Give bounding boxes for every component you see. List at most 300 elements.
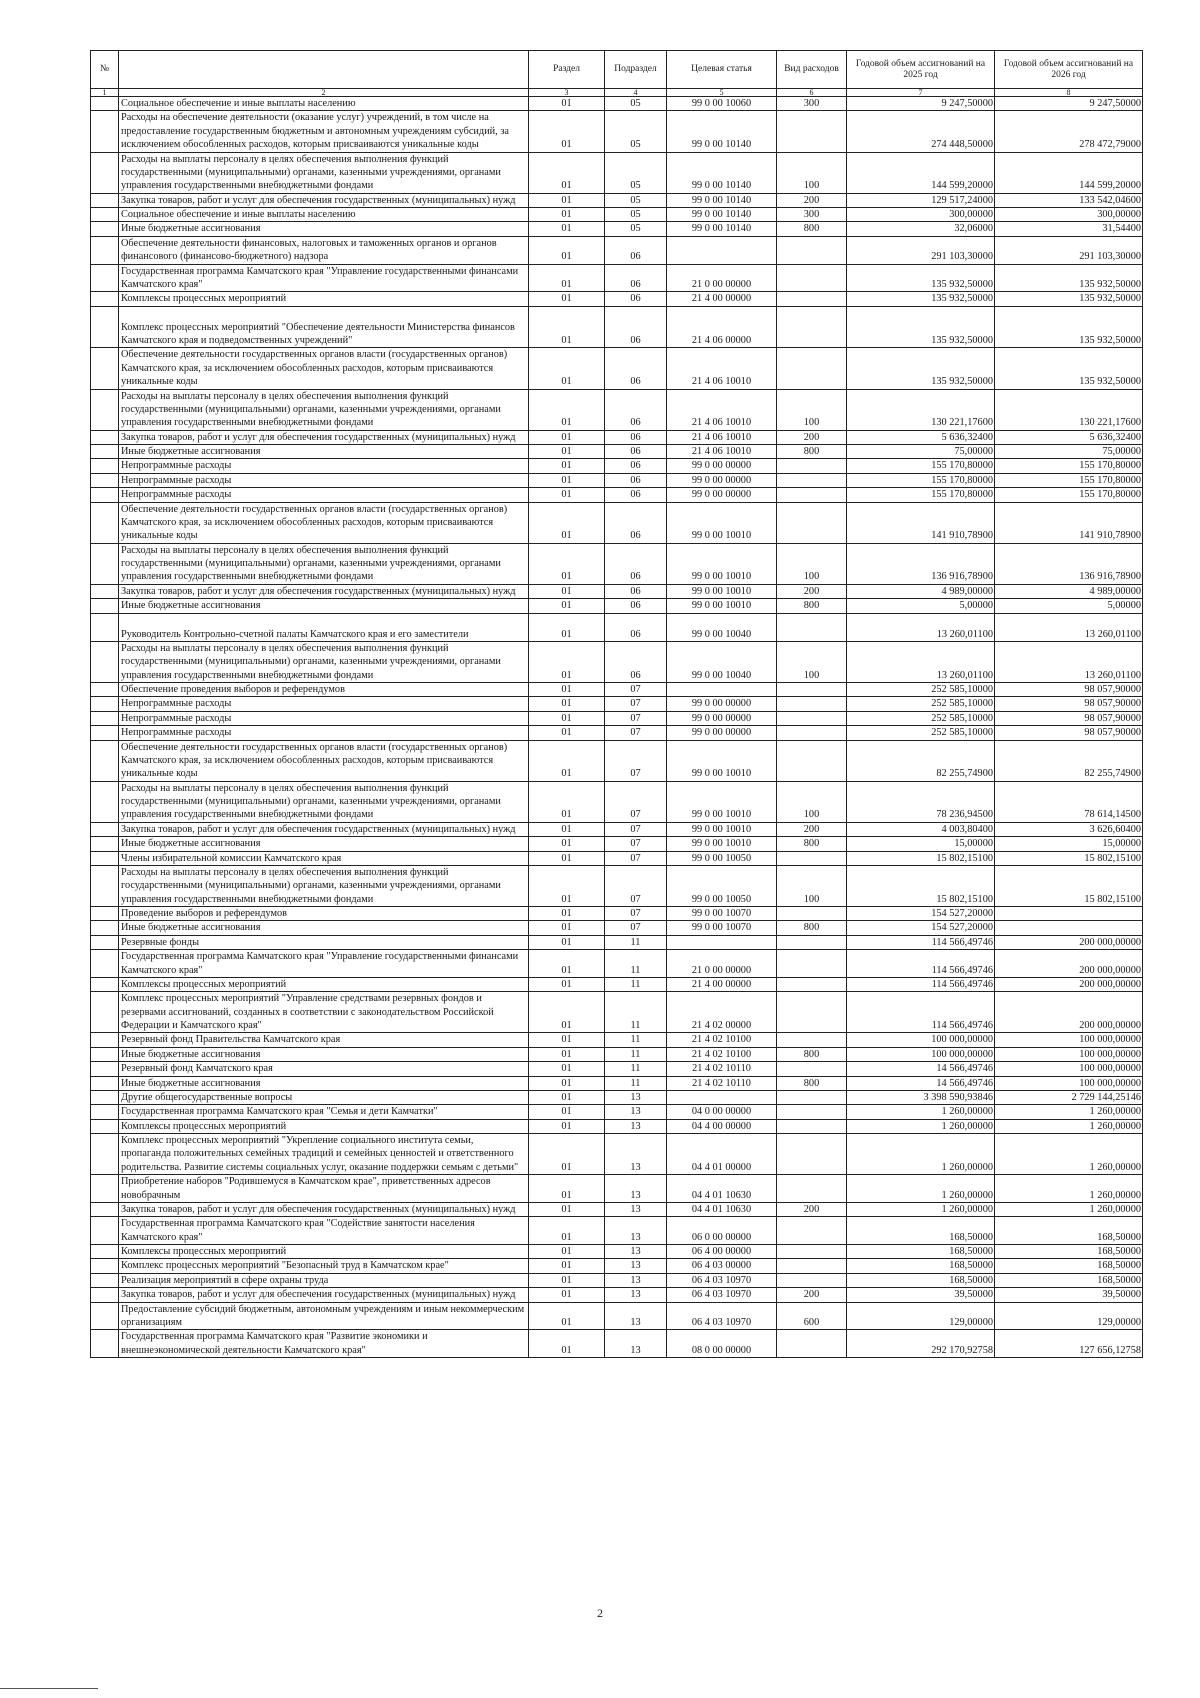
expense-type-cell bbox=[777, 1259, 847, 1273]
podrazdel-cell: 06 bbox=[605, 445, 667, 459]
amount-2025-cell: 13 260,01100 bbox=[847, 613, 995, 641]
razdel-cell: 01 bbox=[529, 599, 605, 613]
expense-type-cell: 200 bbox=[777, 1202, 847, 1216]
row-number-cell bbox=[91, 208, 119, 222]
podrazdel-cell: 07 bbox=[605, 907, 667, 921]
amount-2026-cell: 1 260,00000 bbox=[995, 1105, 1143, 1119]
row-number-cell bbox=[91, 1245, 119, 1259]
amount-2025-cell: 155 170,80000 bbox=[847, 459, 995, 473]
podrazdel-cell: 06 bbox=[605, 502, 667, 543]
amount-2026-cell: 135 932,50000 bbox=[995, 348, 1143, 389]
row-name-cell: Государственная программа Камчатского края "Управление государственными финансами Камчатского края" bbox=[119, 264, 529, 292]
razdel-cell: 01 bbox=[529, 1273, 605, 1287]
page-number: 2 bbox=[597, 1606, 603, 1620]
razdel-cell: 01 bbox=[529, 921, 605, 935]
table-row bbox=[91, 1288, 1143, 1302]
row-name-cell: Комплекс процессных мероприятий "Безопасный труд в Камчатском крае" bbox=[119, 1259, 529, 1273]
expense-type-cell: 200 bbox=[777, 430, 847, 444]
amount-2026-cell: 200 000,00000 bbox=[995, 950, 1143, 978]
row-number-cell bbox=[91, 1302, 119, 1330]
podrazdel-cell: 11 bbox=[605, 992, 667, 1033]
target-article-cell: 99 0 00 10010 bbox=[667, 837, 777, 851]
expense-type-cell bbox=[777, 683, 847, 697]
table-row bbox=[91, 543, 1143, 584]
amount-2026-cell: 5 636,32400 bbox=[995, 430, 1143, 444]
expense-type-cell bbox=[777, 264, 847, 292]
table-row bbox=[91, 865, 1143, 906]
razdel-cell: 01 bbox=[529, 459, 605, 473]
target-article-cell: 06 4 03 10970 bbox=[667, 1288, 777, 1302]
header-year-2025: Годовой объем ассигнований на 2025 год bbox=[847, 51, 995, 89]
target-article-cell: 21 4 02 10110 bbox=[667, 1076, 777, 1090]
row-number-cell bbox=[91, 488, 119, 502]
row-number-cell bbox=[91, 389, 119, 430]
razdel-cell: 01 bbox=[529, 1105, 605, 1119]
table-row bbox=[91, 488, 1143, 502]
row-number-cell bbox=[91, 740, 119, 781]
row-name-cell: Непрограммные расходы bbox=[119, 711, 529, 725]
row-number-cell bbox=[91, 1217, 119, 1245]
row-number-cell bbox=[91, 921, 119, 935]
row-name-cell: Закупка товаров, работ и услуг для обеспечения государственных (муниципальных) нужд bbox=[119, 584, 529, 598]
row-name-cell: Государственная программа Камчатского края "Семья и дети Камчатки" bbox=[119, 1105, 529, 1119]
expense-type-cell: 200 bbox=[777, 822, 847, 836]
row-number-cell bbox=[91, 599, 119, 613]
row-name-cell: Комплекс процессных мероприятий "Укрепление социального института семьи, пропаганда положительных семейных традиций и семейных ценностей и ответственного родительства. Развитие системы социальных услуг, оказание поддержки семьям с детьми" bbox=[119, 1134, 529, 1175]
target-article-cell: 04 0 00 00000 bbox=[667, 1105, 777, 1119]
row-name-cell: Иные бюджетные ассигнования bbox=[119, 445, 529, 459]
row-name-cell: Иные бюджетные ассигнования bbox=[119, 837, 529, 851]
target-article-cell: 99 0 00 10010 bbox=[667, 584, 777, 598]
row-name-cell: Комплексы процессных мероприятий bbox=[119, 977, 529, 991]
target-article-cell: 21 4 02 10110 bbox=[667, 1062, 777, 1076]
header-target-article: Целевая статья bbox=[667, 51, 777, 89]
row-name-cell: Комплексы процессных мероприятий bbox=[119, 1245, 529, 1259]
table-row bbox=[91, 907, 1143, 921]
target-article-cell: 99 0 00 00000 bbox=[667, 459, 777, 473]
amount-2025-cell: 154 527,20000 bbox=[847, 921, 995, 935]
razdel-cell: 01 bbox=[529, 1033, 605, 1047]
amount-2025-cell: 1 260,00000 bbox=[847, 1105, 995, 1119]
amount-2026-cell: 168,50000 bbox=[995, 1217, 1143, 1245]
target-article-cell: 99 0 00 00000 bbox=[667, 711, 777, 725]
amount-2026-cell: 168,50000 bbox=[995, 1273, 1143, 1287]
amount-2025-cell: 15 802,15100 bbox=[847, 865, 995, 906]
razdel-cell: 01 bbox=[529, 222, 605, 236]
row-name-cell: Расходы на выплаты персоналу в целях обеспечения выполнения функций государственными (муниципальными) органами, казенными учреждениями, органами управления государственными внебюджетными фондами bbox=[119, 781, 529, 822]
target-article-cell: 08 0 00 00000 bbox=[667, 1330, 777, 1358]
razdel-cell: 01 bbox=[529, 711, 605, 725]
amount-2025-cell: 135 932,50000 bbox=[847, 306, 995, 348]
amount-2025-cell: 1 260,00000 bbox=[847, 1119, 995, 1133]
amount-2026-cell: 155 170,80000 bbox=[995, 488, 1143, 502]
table-row bbox=[91, 1062, 1143, 1076]
table-row bbox=[91, 193, 1143, 207]
expense-type-cell bbox=[777, 111, 847, 152]
amount-2025-cell: 252 585,10000 bbox=[847, 683, 995, 697]
target-article-cell: 21 4 02 10100 bbox=[667, 1033, 777, 1047]
expense-type-cell bbox=[777, 711, 847, 725]
row-number-cell bbox=[91, 865, 119, 906]
razdel-cell: 01 bbox=[529, 445, 605, 459]
expense-type-cell bbox=[777, 1119, 847, 1133]
amount-2026-cell: 15 802,15100 bbox=[995, 865, 1143, 906]
table-row bbox=[91, 502, 1143, 543]
razdel-cell: 01 bbox=[529, 584, 605, 598]
row-number-cell bbox=[91, 822, 119, 836]
amount-2026-cell: 1 260,00000 bbox=[995, 1134, 1143, 1175]
row-name-cell: Расходы на выплаты персоналу в целях обеспечения выполнения функций государственными (муниципальными) органами, казенными учреждениями, органами управления государственными внебюджетными фондами bbox=[119, 389, 529, 430]
amount-2025-cell: 4 003,80400 bbox=[847, 822, 995, 836]
target-article-cell: 21 4 06 10010 bbox=[667, 430, 777, 444]
row-number-cell bbox=[91, 236, 119, 264]
podrazdel-cell: 13 bbox=[605, 1090, 667, 1104]
amount-2025-cell: 135 932,50000 bbox=[847, 264, 995, 292]
row-name-cell: Закупка товаров, работ и услуг для обеспечения государственных (муниципальных) нужд bbox=[119, 430, 529, 444]
podrazdel-cell: 07 bbox=[605, 837, 667, 851]
expense-type-cell bbox=[777, 488, 847, 502]
podrazdel-cell: 11 bbox=[605, 1047, 667, 1061]
target-article-cell: 99 0 00 10010 bbox=[667, 740, 777, 781]
podrazdel-cell: 07 bbox=[605, 683, 667, 697]
target-article-cell: 04 4 01 10630 bbox=[667, 1175, 777, 1203]
target-article-cell: 99 0 00 10140 bbox=[667, 193, 777, 207]
target-article-cell: 99 0 00 10040 bbox=[667, 613, 777, 641]
expense-type-cell bbox=[777, 459, 847, 473]
table-row bbox=[91, 726, 1143, 740]
podrazdel-cell: 13 bbox=[605, 1202, 667, 1216]
table-row bbox=[91, 822, 1143, 836]
expense-type-cell bbox=[777, 977, 847, 991]
header-year-2026: Годовой объем ассигнований на 2026 год bbox=[995, 51, 1143, 89]
footer-rule bbox=[0, 1688, 98, 1689]
podrazdel-cell: 13 bbox=[605, 1134, 667, 1175]
podrazdel-cell: 07 bbox=[605, 851, 667, 865]
table-row bbox=[91, 740, 1143, 781]
podrazdel-cell: 06 bbox=[605, 264, 667, 292]
podrazdel-cell: 11 bbox=[605, 935, 667, 949]
podrazdel-cell: 13 bbox=[605, 1273, 667, 1287]
amount-2026-cell: 100 000,00000 bbox=[995, 1033, 1143, 1047]
razdel-cell: 01 bbox=[529, 851, 605, 865]
amount-2025-cell: 100 000,00000 bbox=[847, 1047, 995, 1061]
podrazdel-cell: 06 bbox=[605, 488, 667, 502]
expense-type-cell bbox=[777, 502, 847, 543]
podrazdel-cell: 06 bbox=[605, 306, 667, 348]
expense-type-cell: 100 bbox=[777, 152, 847, 193]
target-article-cell: 99 0 00 10050 bbox=[667, 851, 777, 865]
row-number-cell bbox=[91, 348, 119, 389]
razdel-cell: 01 bbox=[529, 740, 605, 781]
row-number-cell bbox=[91, 1134, 119, 1175]
podrazdel-cell: 13 bbox=[605, 1288, 667, 1302]
razdel-cell: 01 bbox=[529, 907, 605, 921]
row-name-cell: Непрограммные расходы bbox=[119, 697, 529, 711]
razdel-cell: 01 bbox=[529, 683, 605, 697]
amount-2025-cell: 252 585,10000 bbox=[847, 726, 995, 740]
amount-2025-cell: 154 527,20000 bbox=[847, 907, 995, 921]
expense-type-cell bbox=[777, 236, 847, 264]
podrazdel-cell: 07 bbox=[605, 822, 667, 836]
amount-2025-cell: 14 566,49746 bbox=[847, 1076, 995, 1090]
podrazdel-cell: 06 bbox=[605, 584, 667, 598]
target-article-cell: 99 0 00 10070 bbox=[667, 921, 777, 935]
razdel-cell: 01 bbox=[529, 152, 605, 193]
amount-2026-cell: 129,00000 bbox=[995, 1302, 1143, 1330]
razdel-cell: 01 bbox=[529, 264, 605, 292]
razdel-cell: 01 bbox=[529, 1062, 605, 1076]
target-article-cell: 04 4 01 00000 bbox=[667, 1134, 777, 1175]
header-podrazdel: Подраздел bbox=[605, 51, 667, 89]
expense-type-cell: 200 bbox=[777, 193, 847, 207]
amount-2026-cell: 98 057,90000 bbox=[995, 726, 1143, 740]
amount-2026-cell: 15 802,15100 bbox=[995, 851, 1143, 865]
table-row bbox=[91, 950, 1143, 978]
expense-type-cell bbox=[777, 1217, 847, 1245]
table-row bbox=[91, 921, 1143, 935]
podrazdel-cell: 07 bbox=[605, 711, 667, 725]
table-row bbox=[91, 1119, 1143, 1133]
amount-2026-cell bbox=[995, 921, 1143, 935]
expense-type-cell bbox=[777, 992, 847, 1033]
amount-2025-cell: 168,50000 bbox=[847, 1273, 995, 1287]
table-row bbox=[91, 389, 1143, 430]
target-article-cell: 21 4 06 10010 bbox=[667, 348, 777, 389]
razdel-cell: 01 bbox=[529, 1288, 605, 1302]
table-row bbox=[91, 1047, 1143, 1061]
razdel-cell: 01 bbox=[529, 306, 605, 348]
table-row bbox=[91, 306, 1143, 348]
razdel-cell: 01 bbox=[529, 348, 605, 389]
amount-2025-cell: 136 916,78900 bbox=[847, 543, 995, 584]
razdel-cell: 01 bbox=[529, 1217, 605, 1245]
amount-2026-cell: 13 260,01100 bbox=[995, 613, 1143, 641]
amount-2025-cell: 155 170,80000 bbox=[847, 473, 995, 487]
podrazdel-cell: 13 bbox=[605, 1175, 667, 1203]
amount-2025-cell: 75,00000 bbox=[847, 445, 995, 459]
row-name-cell: Обеспечение деятельности государственных органов власти (государственных органов) Камчатского края, за исключением обособленных расходов, которым присваиваются уникальные коды bbox=[119, 348, 529, 389]
podrazdel-cell: 06 bbox=[605, 599, 667, 613]
amount-2025-cell: 252 585,10000 bbox=[847, 711, 995, 725]
amount-2025-cell: 168,50000 bbox=[847, 1217, 995, 1245]
table-row bbox=[91, 1217, 1143, 1245]
table-row bbox=[91, 781, 1143, 822]
header-razdel: Раздел bbox=[529, 51, 605, 89]
target-article-cell: 21 4 00 00000 bbox=[667, 292, 777, 306]
amount-2025-cell: 135 932,50000 bbox=[847, 348, 995, 389]
target-article-cell: 99 0 00 10140 bbox=[667, 208, 777, 222]
target-article-cell: 06 4 00 00000 bbox=[667, 1245, 777, 1259]
razdel-cell: 01 bbox=[529, 488, 605, 502]
row-number-cell bbox=[91, 1033, 119, 1047]
row-number-cell bbox=[91, 1076, 119, 1090]
target-article-cell: 99 0 00 10140 bbox=[667, 111, 777, 152]
row-name-cell: Расходы на выплаты персоналу в целях обеспечения выполнения функций государственными (муниципальными) органами, казенными учреждениями, органами управления государственными внебюджетными фондами bbox=[119, 543, 529, 584]
amount-2025-cell: 1 260,00000 bbox=[847, 1134, 995, 1175]
amount-2025-cell: 292 170,92758 bbox=[847, 1330, 995, 1358]
table-header-row bbox=[91, 51, 1143, 89]
table-row bbox=[91, 837, 1143, 851]
target-article-cell: 99 0 00 10010 bbox=[667, 502, 777, 543]
row-number-cell bbox=[91, 445, 119, 459]
expense-type-cell bbox=[777, 292, 847, 306]
expense-type-cell bbox=[777, 1175, 847, 1203]
amount-2025-cell: 144 599,20000 bbox=[847, 152, 995, 193]
razdel-cell: 01 bbox=[529, 837, 605, 851]
amount-2026-cell: 155 170,80000 bbox=[995, 473, 1143, 487]
expense-type-cell bbox=[777, 726, 847, 740]
amount-2025-cell: 252 585,10000 bbox=[847, 697, 995, 711]
podrazdel-cell: 13 bbox=[605, 1105, 667, 1119]
budget-table-page bbox=[90, 50, 1142, 1358]
row-name-cell: Государственная программа Камчатского края "Управление государственными финансами Камчатского края" bbox=[119, 950, 529, 978]
podrazdel-cell: 13 bbox=[605, 1259, 667, 1273]
table-row bbox=[91, 430, 1143, 444]
amount-2025-cell: 114 566,49746 bbox=[847, 950, 995, 978]
table-row bbox=[91, 977, 1143, 991]
target-article-cell: 99 0 00 10010 bbox=[667, 543, 777, 584]
column-number: 2 bbox=[119, 89, 529, 97]
amount-2025-cell: 291 103,30000 bbox=[847, 236, 995, 264]
amount-2025-cell: 13 260,01100 bbox=[847, 641, 995, 682]
amount-2025-cell: 141 910,78900 bbox=[847, 502, 995, 543]
expense-type-cell bbox=[777, 1273, 847, 1287]
row-number-cell bbox=[91, 111, 119, 152]
podrazdel-cell: 06 bbox=[605, 292, 667, 306]
target-article-cell: 04 4 00 00000 bbox=[667, 1119, 777, 1133]
row-number-cell bbox=[91, 1105, 119, 1119]
razdel-cell: 01 bbox=[529, 1259, 605, 1273]
column-number: 4 bbox=[605, 89, 667, 97]
amount-2026-cell: 2 729 144,25146 bbox=[995, 1090, 1143, 1104]
expense-type-cell: 100 bbox=[777, 543, 847, 584]
table-row bbox=[91, 348, 1143, 389]
target-article-cell: 99 0 00 10010 bbox=[667, 781, 777, 822]
row-number-cell bbox=[91, 935, 119, 949]
target-article-cell: 21 4 02 00000 bbox=[667, 992, 777, 1033]
table-row bbox=[91, 1273, 1143, 1287]
expense-type-cell: 800 bbox=[777, 445, 847, 459]
razdel-cell: 01 bbox=[529, 613, 605, 641]
razdel-cell: 01 bbox=[529, 641, 605, 682]
row-name-cell: Закупка товаров, работ и услуг для обеспечения государственных (муниципальных) нужд bbox=[119, 1288, 529, 1302]
amount-2025-cell: 114 566,49746 bbox=[847, 977, 995, 991]
target-article-cell: 21 4 00 00000 bbox=[667, 977, 777, 991]
row-name-cell: Расходы на выплаты персоналу в целях обеспечения выполнения функций государственными (муниципальными) органами, казенными учреждениями, органами управления государственными внебюджетными фондами bbox=[119, 865, 529, 906]
podrazdel-cell: 06 bbox=[605, 348, 667, 389]
podrazdel-cell: 11 bbox=[605, 1033, 667, 1047]
header-name bbox=[119, 51, 529, 89]
amount-2026-cell: 13 260,01100 bbox=[995, 641, 1143, 682]
table-row bbox=[91, 1202, 1143, 1216]
table-row bbox=[91, 236, 1143, 264]
row-name-cell: Иные бюджетные ассигнования bbox=[119, 1076, 529, 1090]
row-name-cell: Проведение выборов и референдумов bbox=[119, 907, 529, 921]
expense-type-cell: 100 bbox=[777, 781, 847, 822]
amount-2025-cell: 14 566,49746 bbox=[847, 1062, 995, 1076]
row-name-cell: Непрограммные расходы bbox=[119, 459, 529, 473]
row-name-cell: Закупка товаров, работ и услуг для обеспечения государственных (муниципальных) нужд bbox=[119, 1202, 529, 1216]
expense-type-cell bbox=[777, 950, 847, 978]
razdel-cell: 01 bbox=[529, 726, 605, 740]
row-name-cell: Комплексы процессных мероприятий bbox=[119, 292, 529, 306]
amount-2026-cell: 136 916,78900 bbox=[995, 543, 1143, 584]
row-number-cell bbox=[91, 430, 119, 444]
razdel-cell: 01 bbox=[529, 781, 605, 822]
row-name-cell: Приобретение наборов "Родившемуся в Камчатском крае", приветственных адресов новобрачным bbox=[119, 1175, 529, 1203]
expense-type-cell bbox=[777, 1134, 847, 1175]
target-article-cell: 99 0 00 10070 bbox=[667, 907, 777, 921]
row-number-cell bbox=[91, 1259, 119, 1273]
expense-type-cell: 800 bbox=[777, 1076, 847, 1090]
podrazdel-cell: 06 bbox=[605, 543, 667, 584]
amount-2025-cell: 3 398 590,93846 bbox=[847, 1090, 995, 1104]
row-number-cell bbox=[91, 1288, 119, 1302]
podrazdel-cell: 05 bbox=[605, 193, 667, 207]
amount-2025-cell: 100 000,00000 bbox=[847, 1033, 995, 1047]
expense-type-cell bbox=[777, 473, 847, 487]
amount-2025-cell: 129,00000 bbox=[847, 1302, 995, 1330]
amount-2026-cell: 9 247,50000 bbox=[995, 97, 1143, 111]
razdel-cell: 01 bbox=[529, 1047, 605, 1061]
target-article-cell: 06 4 03 10970 bbox=[667, 1302, 777, 1330]
row-number-cell bbox=[91, 1119, 119, 1133]
razdel-cell: 01 bbox=[529, 1090, 605, 1104]
podrazdel-cell: 07 bbox=[605, 865, 667, 906]
table-row bbox=[91, 992, 1143, 1033]
podrazdel-cell: 11 bbox=[605, 1062, 667, 1076]
target-article-cell: 99 0 00 00000 bbox=[667, 697, 777, 711]
row-number-cell bbox=[91, 781, 119, 822]
target-article-cell: 99 0 00 10010 bbox=[667, 599, 777, 613]
amount-2025-cell: 129 517,24000 bbox=[847, 193, 995, 207]
target-article-cell: 21 4 06 10010 bbox=[667, 389, 777, 430]
amount-2026-cell: 3 626,60400 bbox=[995, 822, 1143, 836]
column-number: 3 bbox=[529, 89, 605, 97]
header-no: № bbox=[91, 51, 119, 89]
expense-type-cell bbox=[777, 935, 847, 949]
amount-2025-cell: 4 989,00000 bbox=[847, 584, 995, 598]
row-name-cell: Государственная программа Камчатского края "Содействие занятости населения Камчатского края" bbox=[119, 1217, 529, 1245]
row-name-cell: Комплексы процессных мероприятий bbox=[119, 1119, 529, 1133]
row-name-cell: Иные бюджетные ассигнования bbox=[119, 222, 529, 236]
expense-type-cell bbox=[777, 907, 847, 921]
expense-type-cell: 300 bbox=[777, 97, 847, 111]
table-row bbox=[91, 111, 1143, 152]
target-article-cell: 99 0 00 10040 bbox=[667, 641, 777, 682]
expense-type-cell bbox=[777, 306, 847, 348]
expense-type-cell: 800 bbox=[777, 921, 847, 935]
amount-2025-cell: 155 170,80000 bbox=[847, 488, 995, 502]
amount-2026-cell: 200 000,00000 bbox=[995, 977, 1143, 991]
expense-type-cell: 800 bbox=[777, 1047, 847, 1061]
amount-2026-cell: 168,50000 bbox=[995, 1245, 1143, 1259]
podrazdel-cell: 11 bbox=[605, 1076, 667, 1090]
amount-2026-cell: 100 000,00000 bbox=[995, 1076, 1143, 1090]
amount-2026-cell: 127 656,12758 bbox=[995, 1330, 1143, 1358]
row-number-cell bbox=[91, 1047, 119, 1061]
amount-2025-cell: 32,06000 bbox=[847, 222, 995, 236]
column-number: 8 bbox=[995, 89, 1143, 97]
amount-2026-cell: 291 103,30000 bbox=[995, 236, 1143, 264]
amount-2026-cell: 1 260,00000 bbox=[995, 1119, 1143, 1133]
amount-2026-cell: 155 170,80000 bbox=[995, 459, 1143, 473]
row-number-cell bbox=[91, 1062, 119, 1076]
podrazdel-cell: 11 bbox=[605, 950, 667, 978]
target-article-cell: 99 0 00 00000 bbox=[667, 726, 777, 740]
row-number-cell bbox=[91, 1273, 119, 1287]
row-name-cell: Иные бюджетные ассигнования bbox=[119, 921, 529, 935]
